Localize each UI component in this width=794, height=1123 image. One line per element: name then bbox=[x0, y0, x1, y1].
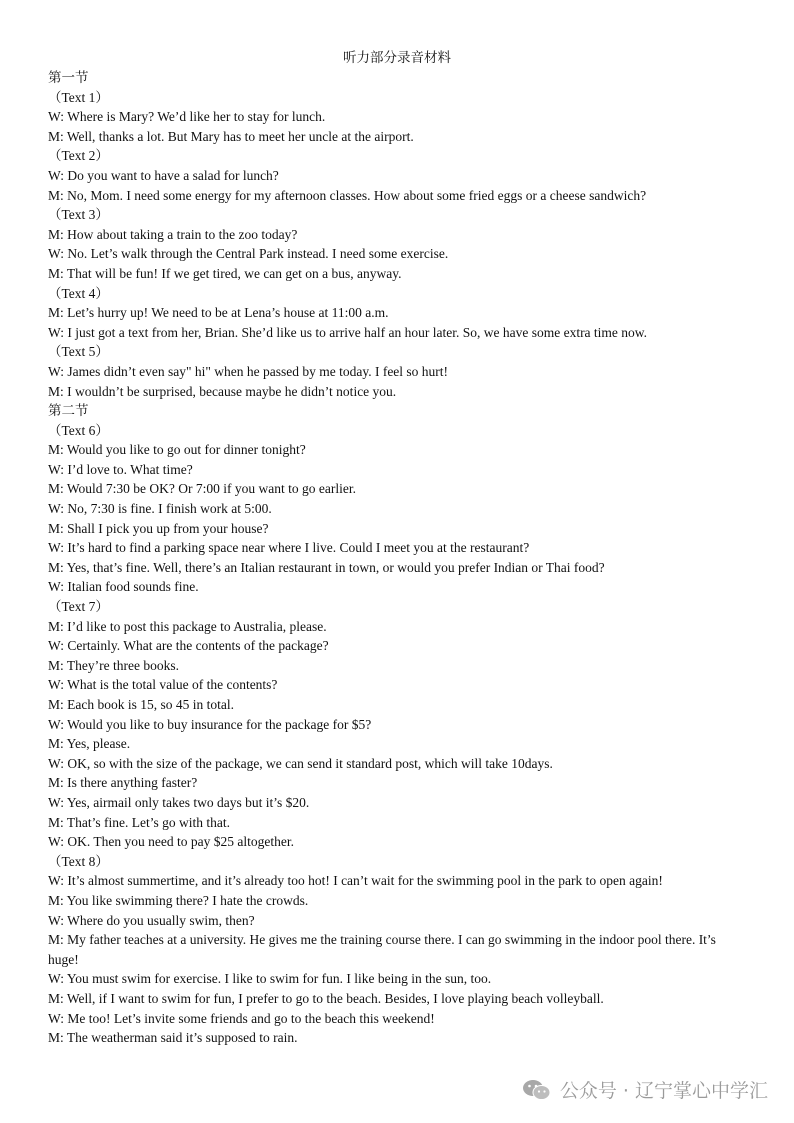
transcript-line: W: OK. Then you need to pay $25 altogether. bbox=[48, 834, 294, 850]
transcript-line: M: You like swimming there? I hate the crowds. bbox=[48, 892, 309, 908]
transcript-line: M: They’re three books. bbox=[48, 657, 179, 673]
transcript-line: M: Each book is 15, so 45 in total. bbox=[48, 697, 234, 712]
transcript-line: M: How about taking a train to the zoo today? bbox=[48, 226, 298, 242]
transcript-line: M: No, Mom. I need some energy for my afternoon classes. How about some fried eggs or a cheese sandwich? bbox=[48, 187, 647, 203]
transcript-line: M: Well, thanks a lot. But Mary has to meet her uncle at the airport. bbox=[48, 128, 414, 144]
transcript-line: （Text 2） bbox=[48, 148, 109, 164]
transcript-line: M: That will be fun! If we get tired, we can get on a bus, anyway. bbox=[48, 265, 402, 281]
transcript-line: M: The weatherman said it’s supposed to rain. bbox=[48, 1030, 298, 1046]
transcript-line: M: I’d like to post this package to Australia, please. bbox=[48, 618, 327, 634]
transcript-line: W: James didn’t even say" hi" when he passed by me today. I feel so hurt! bbox=[48, 363, 449, 379]
transcript-line: M: I wouldn’t be surprised, because maybe he didn’t notice you. bbox=[48, 383, 397, 399]
transcript-line: W: Where is Mary? We’d like her to stay for lunch. bbox=[48, 109, 326, 125]
transcript-body bbox=[48, 68, 748, 1048]
transcript-line: M: Well, if I want to swim for fun, I prefer to go to the beach. Besides, I love playing beach volleyball. bbox=[48, 990, 604, 1006]
transcript-line: 第二节 bbox=[48, 403, 89, 419]
transcript-line: （Text 1） bbox=[48, 89, 109, 105]
transcript-line: W: Me too! Let’s invite some friends and go to the beach this weekend! bbox=[48, 1010, 435, 1026]
transcript-line: M: Shall I pick you up from your house? bbox=[48, 520, 269, 536]
transcript-line: M: Yes, that’s fine. Well, there’s an Italian restaurant in town, or would you prefer Indian or Thai food? bbox=[48, 559, 605, 575]
transcript-line: M: My father teaches at a university. He gives me the training course there. I can go swimming in the indoor pool there. It’s huge! bbox=[48, 932, 720, 967]
transcript-line: W: No. Let’s walk through the Central Park instead. I need some exercise. bbox=[48, 246, 449, 262]
transcript-line: M: Is there anything faster? bbox=[48, 775, 198, 791]
transcript-line: （Text 5） bbox=[48, 344, 109, 360]
transcript-line: W: What is the total value of the contents? bbox=[48, 677, 278, 693]
transcript-line: M: That’s fine. Let’s go with that. bbox=[48, 814, 230, 830]
watermark-text: 公众号 · 辽宁掌心中学汇 bbox=[559, 1080, 768, 1102]
transcript-line: （Text 8） bbox=[48, 853, 109, 869]
transcript-line: M: Would you like to go out for dinner tonight? bbox=[48, 442, 306, 458]
transcript-line: M: Let’s hurry up! We need to be at Lena’s house at 11:00 a.m. bbox=[48, 305, 389, 321]
transcript-line: W: Yes, airmail only takes two days but it’s $20. bbox=[48, 794, 310, 810]
transcript-line: W: Certainly. What are the contents of the package? bbox=[48, 638, 329, 654]
wechat-icon bbox=[522, 1078, 552, 1102]
transcript-line: W: Do you want to have a salad for lunch? bbox=[48, 167, 279, 183]
page-title: 听力部分录音材料 bbox=[343, 50, 451, 65]
transcript-line: W: I just got a text from her, Brian. She’d like us to arrive half an hour later. So, we have some extra time now. bbox=[48, 324, 648, 340]
transcript-line: （Text 3） bbox=[48, 207, 109, 223]
transcript-line: （Text 6） bbox=[48, 422, 109, 438]
transcript-line: M: Yes, please. bbox=[48, 736, 131, 752]
transcript-line: M: Would 7:30 be OK? Or 7:00 if you want to go earlier. bbox=[48, 481, 356, 497]
transcript-line: W: It’s hard to find a parking space near where I live. Could I meet you at the restaurant? bbox=[48, 540, 530, 556]
transcript-line: W: It’s almost summertime, and it’s already too hot! I can’t wait for the swimming pool in the park to open again! bbox=[48, 873, 663, 889]
transcript-line: W: No, 7:30 is fine. I finish work at 5:00. bbox=[48, 501, 272, 517]
transcript-line: W: Italian food sounds fine. bbox=[48, 579, 199, 595]
transcript-line: W: You must swim for exercise. I like to swim for fun. I like being in the sun, too. bbox=[48, 971, 492, 987]
transcript-line: W: Where do you usually swim, then? bbox=[48, 912, 255, 928]
transcript-line: （Text 7） bbox=[48, 599, 109, 615]
transcript-line: W: I’d love to. What time? bbox=[48, 461, 193, 477]
watermark bbox=[522, 1076, 768, 1103]
transcript-line: W: OK, so with the size of the package, we can send it standard post, which will take 10days. bbox=[48, 755, 553, 771]
transcript-line: 第一节 bbox=[48, 70, 89, 85]
transcript-line: W: Would you like to buy insurance for the package for $5? bbox=[48, 716, 372, 732]
transcript-line: （Text 4） bbox=[48, 285, 109, 301]
